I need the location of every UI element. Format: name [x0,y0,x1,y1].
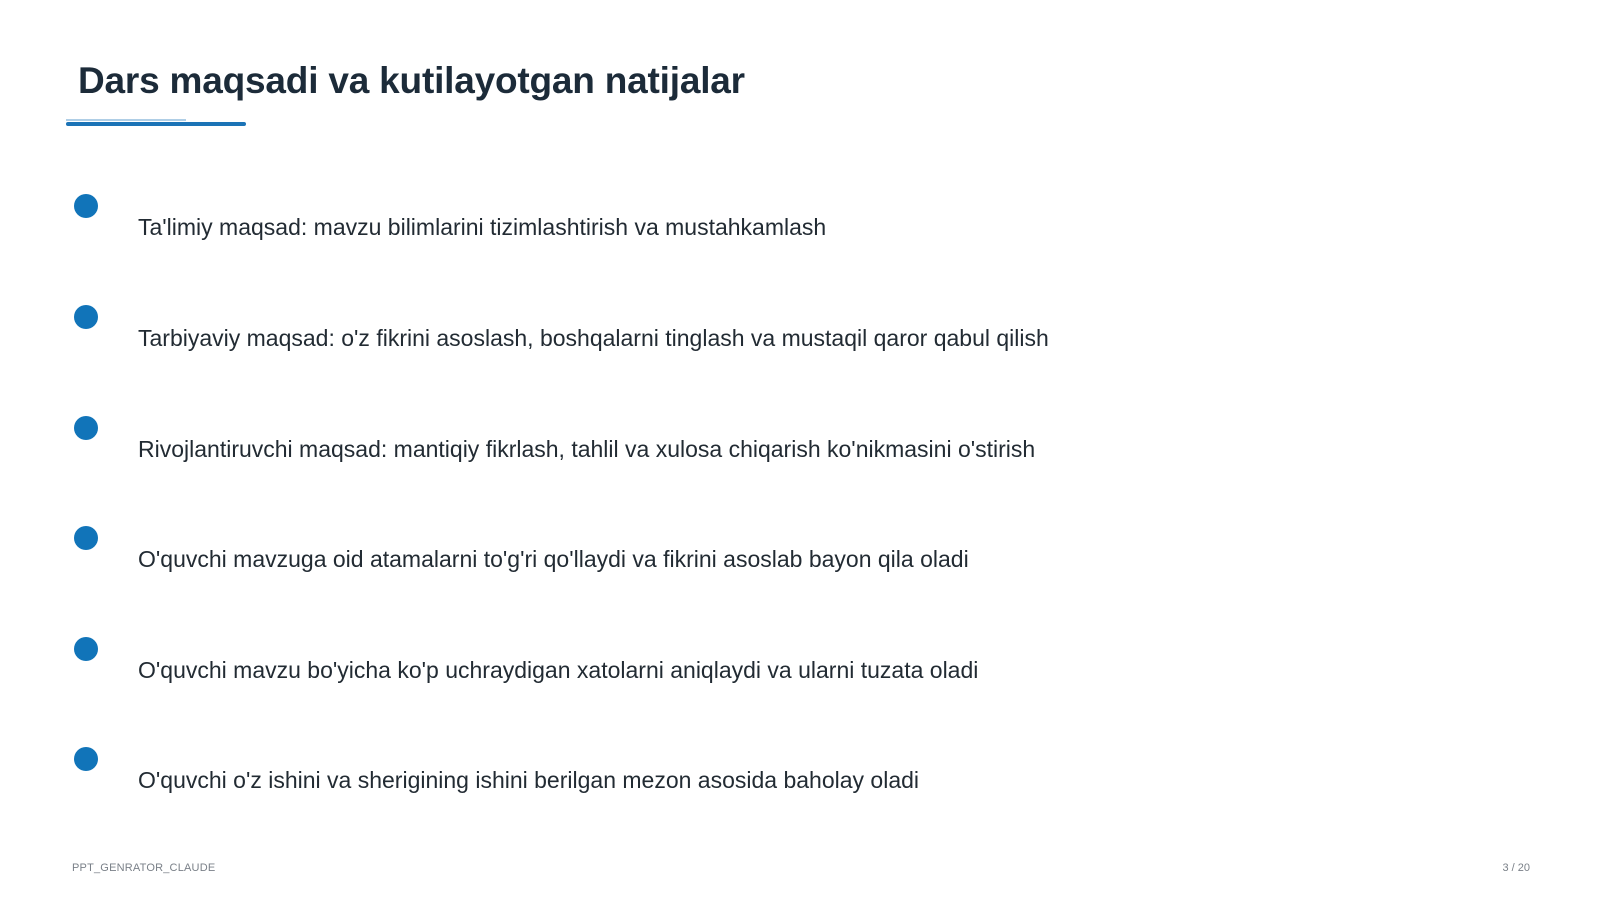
bullet-text: Rivojlantiruvchi maqsad: mantiqiy fikrlash, tahlil va xulosa chiqarish ko'nikmasini o'stirish [138,436,1036,462]
bullet-dot-icon [74,637,98,661]
bullet-item [0,526,1600,586]
bullet-item [0,305,1600,365]
bullet-dot-icon [74,526,98,550]
bullet-item [0,194,1600,254]
bullet-dot-icon [74,194,98,218]
bullet-dot-icon [74,747,98,771]
bullet-text: Ta'limiy maqsad: mavzu bilimlarini tizimlashtirish va mustahkamlash [138,214,827,240]
footer-brand: PPT_GENRATOR_CLAUDE [72,862,216,874]
bullet-item [0,747,1600,807]
bullet-text: Tarbiyaviy maqsad: o'z fikrini asoslash, boshqalarni tinglash va mustaqil qaror qabul qilish [138,325,1049,351]
bullet-text: O'quvchi o'z ishini va sherigining ishini berilgan mezon asosida baholay oladi [138,767,920,793]
slide-title: Dars maqsadi va kutilayotgan natijalar [78,60,745,101]
bullet-item [0,416,1600,476]
bullet-item [0,637,1600,697]
page-number: 3 / 20 [1502,862,1530,874]
bullet-dot-icon [74,305,98,329]
bullet-dot-icon [74,416,98,440]
bullet-text: O'quvchi mavzu bo'yicha ko'p uchraydigan xatolarni aniqlaydi va ularni tuzata oladi [138,657,979,683]
bullet-text: O'quvchi mavzuga oid atamalarni to'g'ri qo'llaydi va fikrini asoslab bayon qila oladi [138,546,969,572]
